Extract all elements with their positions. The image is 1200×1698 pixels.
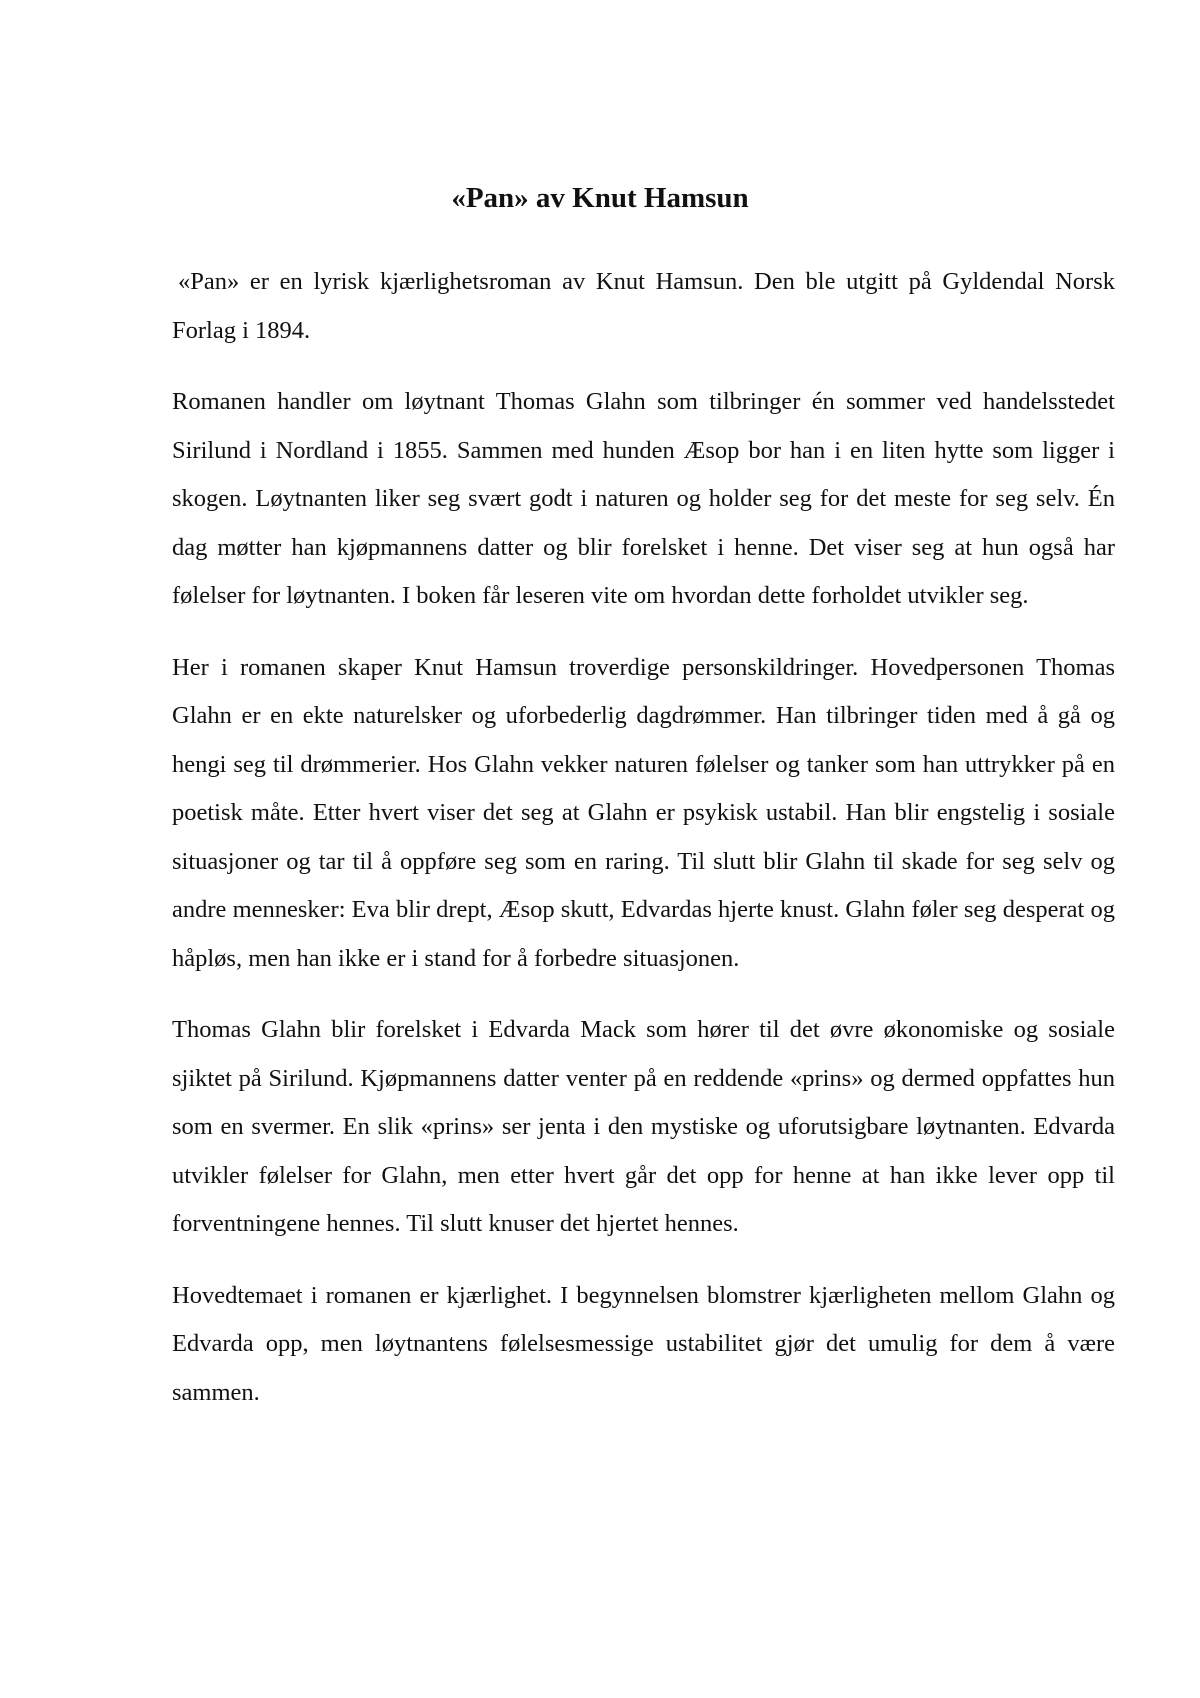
- paragraph-edvarda: Thomas Glahn blir forelsket i Edvarda Mack som hører til det øvre økonomiske og sosiale sjiktet på Sirilund. Kjøpmannens datter venter på en reddende «prins» og dermed oppfattes hun som en svermer. En slik «prins» ser jenta i den mystiske og uforutsigbare løytnanten. Edvarda utvikler følelser for Glahn, men etter hvert går det opp for henne at han ikke lever opp til forventningene hennes. Til slutt knuser det hjertet hennes.: [172, 1016, 1115, 1237]
- paragraph-plot: Romanen handler om løytnant Thomas Glahn som tilbringer én sommer ved handelsstedet Sirilund i Nordland i 1855. Sammen med hunden Æsop bor han i en liten hytte som ligger i skogen. Løytnanten liker seg svært godt i naturen og holder seg for det meste for seg selv. Én dag møtter han kjøpmannens datter og blir forelsket i henne. Det viser seg at hun også har følelser for løytnanten. I boken får leseren vite om hvordan dette forholdet utvikler seg.: [172, 388, 1115, 609]
- paragraph-theme: Hovedtemaet i romanen er kjærlighet. I begynnelsen blomstrer kjærligheten mellom Glahn og Edvarda opp, men løytnantens følelsesmessige ustabilitet gjør det umulig for dem å være sammen.: [172, 1281, 1115, 1406]
- paragraph-intro: «Pan» er en lyrisk kjærlighetsroman av Knut Hamsun. Den ble utgitt på Gyldendal Norsk Forlag i 1894.: [172, 268, 1115, 344]
- document-body: [172, 258, 1115, 1440]
- document-title: «Pan» av Knut Hamsun: [451, 182, 749, 214]
- paragraph-characters: Her i romanen skaper Knut Hamsun troverdige personskildringer. Hovedpersonen Thomas Glahn er en ekte naturelsker og uforbederlig dagdrømmer. Han tilbringer tiden med å gå og hengi seg til drømmerier. Hos Glahn vekker naturen følelser og tanker som han uttrykker på en poetisk måte. Etter hvert viser det seg at Glahn er psykisk ustabil. Han blir engstelig i sosiale situasjoner og tar til å oppføre seg som en raring. Til slutt blir Glahn til skade for seg selv og andre mennesker: Eva blir drept, Æsop skutt, Edvardas hjerte knust. Glahn føler seg desperat og håpløs, men han ikke er i stand for å forbedre situasjonen.: [172, 653, 1115, 972]
